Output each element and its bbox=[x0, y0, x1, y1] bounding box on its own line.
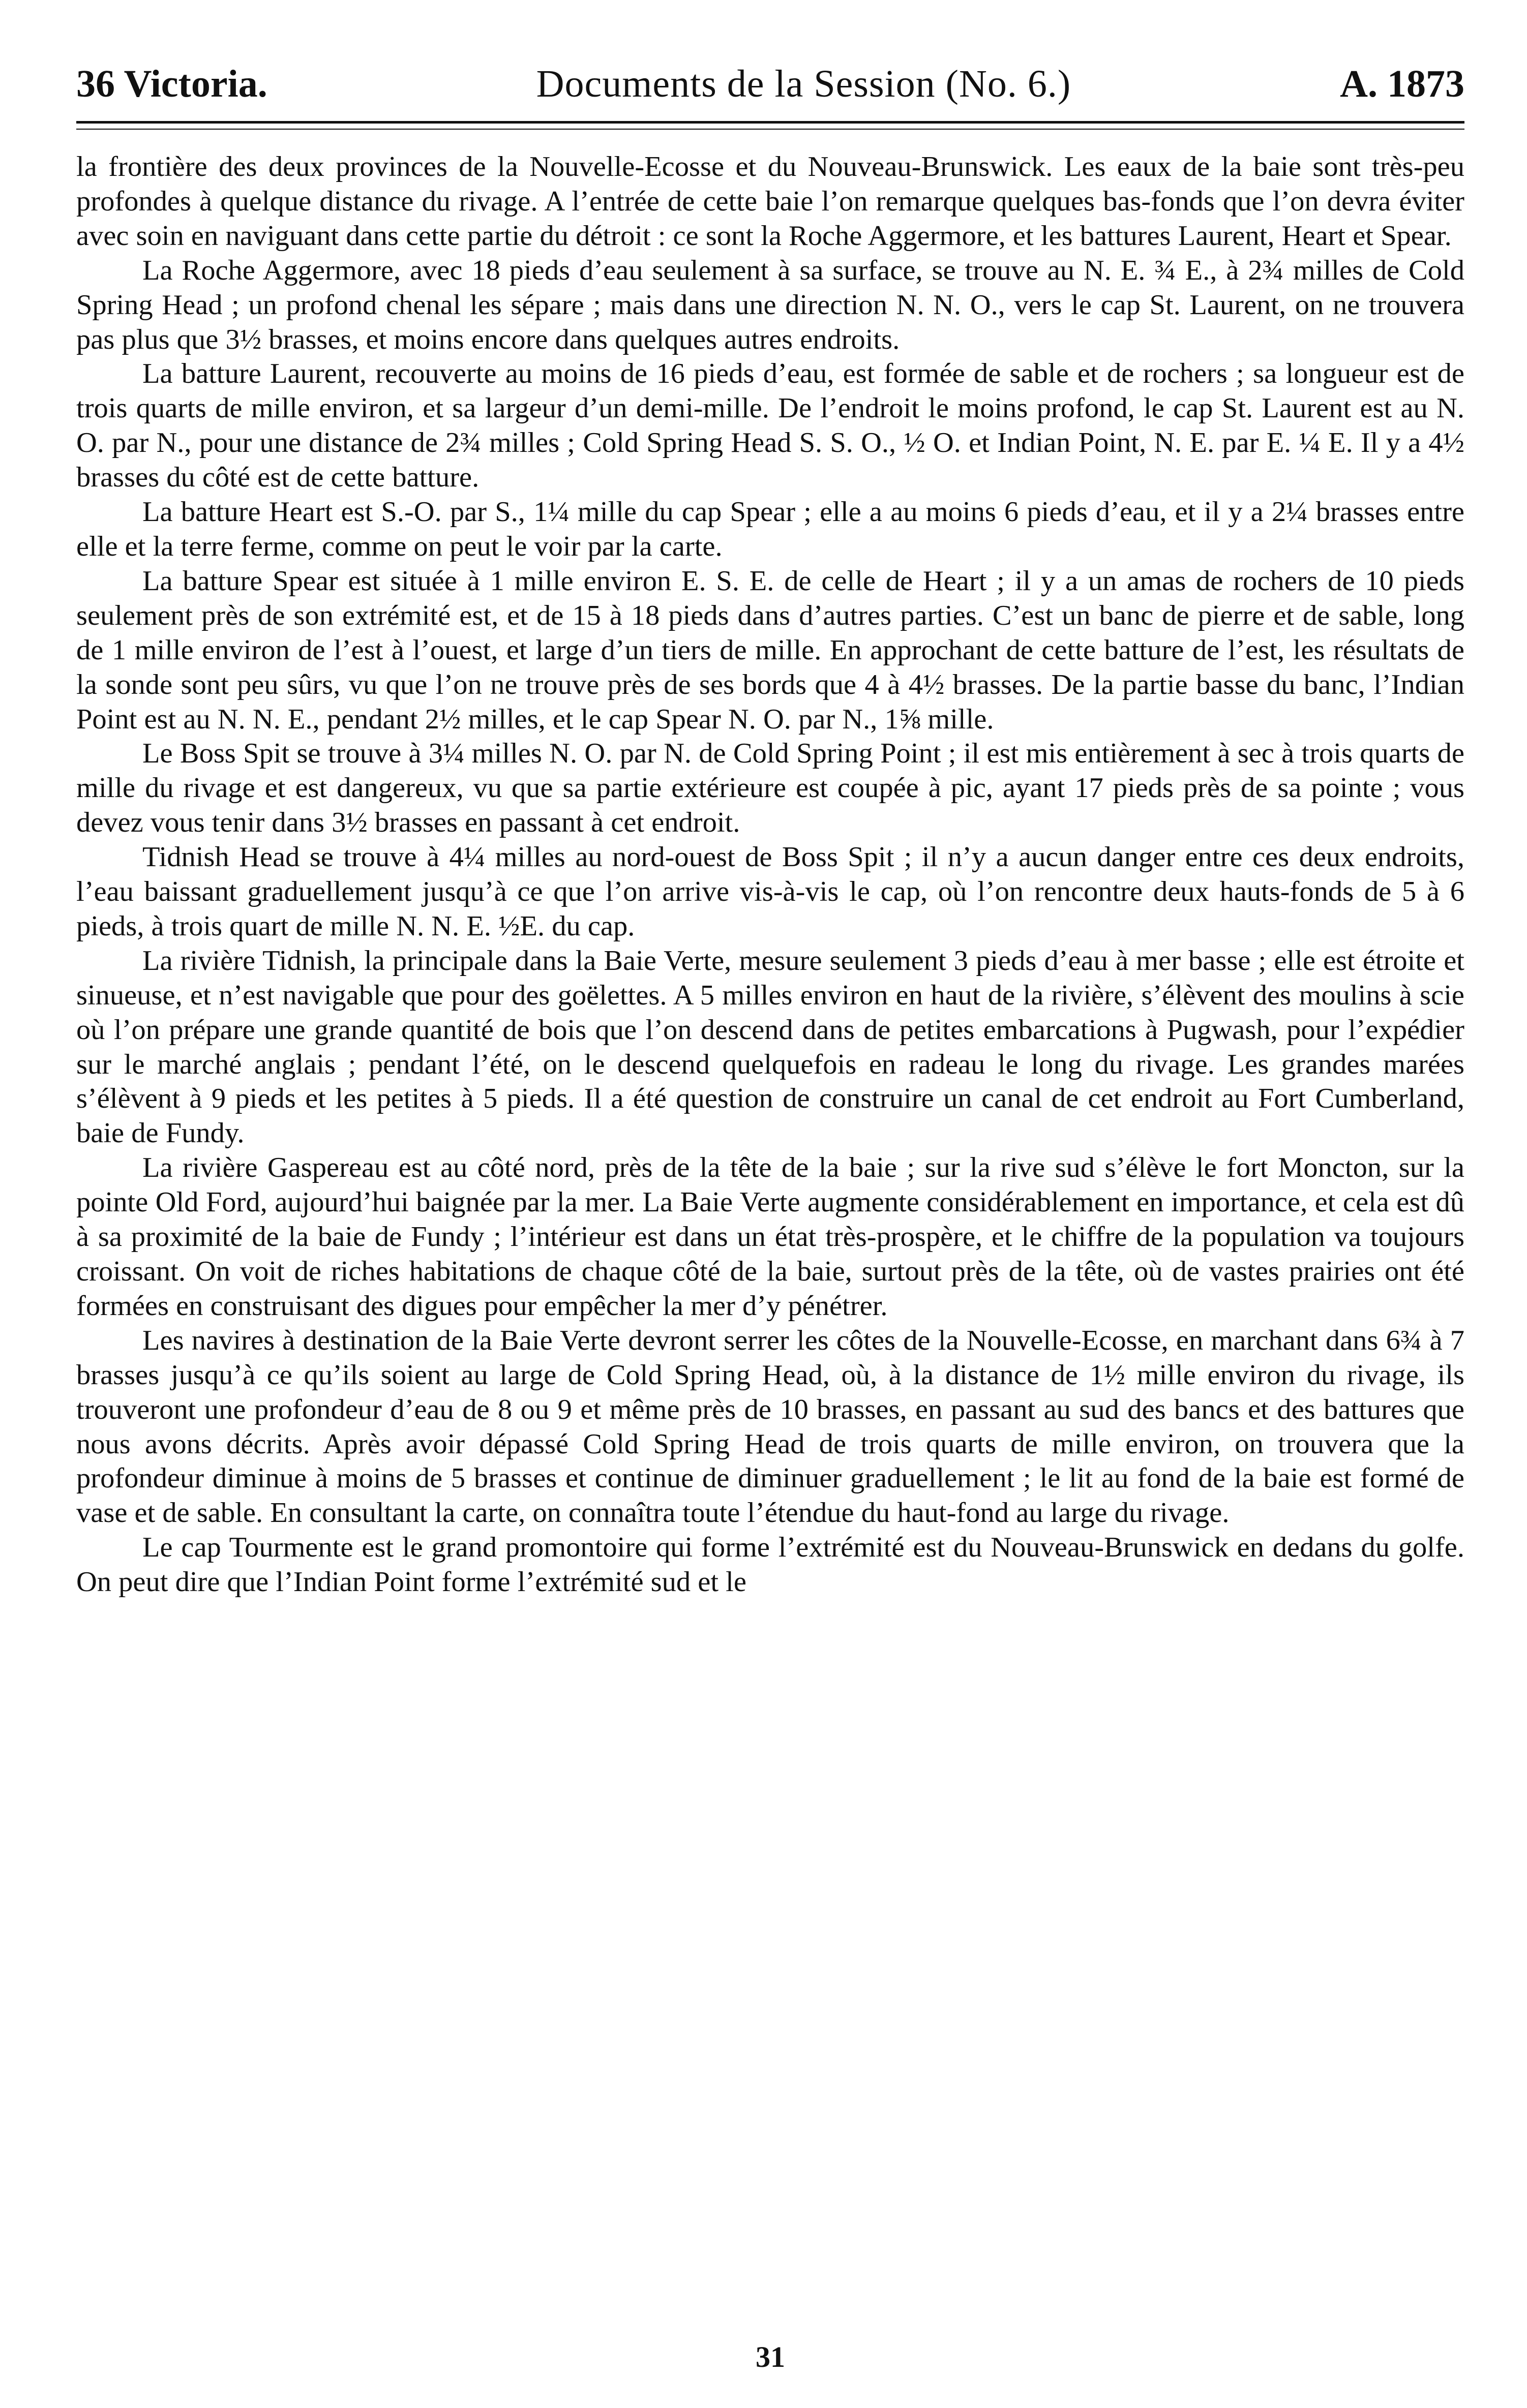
document-page bbox=[76, 56, 1464, 2374]
header-rule bbox=[76, 121, 1464, 124]
header-year: A. 1873 bbox=[1340, 63, 1464, 105]
paragraph: Tidnish Head se trouve à 4¼ milles au nord-ouest de Boss Spit ; il n’y a aucun danger entre ces deux endroits, l’eau baissant graduellement jusqu’à ce que l’on arrive vis-à-vis le cap, où l’on rencontre deux hauts-fonds de 5 à 6 pieds, à trois quart de mille N. N. E. ½E. du cap. bbox=[76, 841, 1464, 942]
paragraph: La rivière Gaspereau est au côté nord, près de la tête de la baie ; sur la rive sud s’élève le fort Moncton, sur la pointe Old Ford, aujourd’hui baignée par la mer. La Baie Verte augmente considérablement en importance, et cela est dû à sa proximité de la baie de Fundy ; l’intérieur est dans un état très-prospère, et le chiffre de la population va toujours croissant. On voit de riches habitations de chaque côté de la baie, surtout près de la tête, où de vastes prairies ont été formées en construisant des digues pour empêcher la mer d’y pénétrer. bbox=[76, 1152, 1464, 1322]
running-header bbox=[76, 56, 1464, 112]
paragraph: la frontière des deux provinces de la Nouvelle-Ecosse et du Nouveau-Brunswick. Les eaux de la baie sont très-peu profondes à quelque distance du rivage. A l’entrée de cette baie l’on remarque quelques bas-fonds que l’on devra éviter avec soin en naviguant dans cette partie du détroit : ce sont la Roche Aggermore, et les battures Laurent, Heart et Spear. bbox=[76, 151, 1464, 252]
paragraph: La batture Heart est S.-O. par S., 1¼ mille du cap Spear ; elle a au moins 6 pieds d’eau, et il y a 2¼ brasses entre elle et la terre ferme, comme on peut le voir par la carte. bbox=[76, 496, 1464, 562]
paragraph: La rivière Tidnish, la principale dans la Baie Verte, mesure seulement 3 pieds d’eau à mer basse ; elle est étroite et sinueuse, et n’est navigable que pour des goëlettes. A 5 milles environ en haut de la rivière, s’élèvent des moulins à scie où l’on prépare une grande quantité de bois que l’on descend dans de petites embarcations à Pugwash, pour l’expédier sur le marché anglais ; pendant l’été, on le descend quelquefois en radeau le long du rivage. Les grandes marées s’élèvent à 9 pieds et les petites à 5 pieds. Il a été question de construire un canal de cet endroit au Fort Cumberland, baie de Fundy. bbox=[76, 944, 1464, 1149]
paragraph: Le Boss Spit se trouve à 3¼ milles N. O. par N. de Cold Spring Point ; il est mis entièrement à sec à trois quarts de mille du rivage et est dangereux, vu que sa partie extérieure est coupée à pic, ayant 17 pieds près de sa pointe ; vous devez vous tenir dans 3½ brasses en passant à cet endroit. bbox=[76, 738, 1464, 839]
header-volume: 36 Victoria. bbox=[76, 63, 267, 105]
paragraph: La batture Spear est située à 1 mille environ E. S. E. de celle de Heart ; il y a un amas de rochers de 10 pieds seulement près de son extrémité est, et de 15 à 18 pieds dans d’autres parties. C’est un banc de pierre et de sable, long de 1 mille environ de l’est à l’ouest, et large d’un tiers de mille. En approchant de cette batture de l’est, les résultats de la sonde sont peu sûrs, vu que l’on ne trouve près de ses bords que 4 à 4½ brasses. De la partie basse du banc, l’Indian Point est au N. N. E., pendant 2½ milles, et le cap Spear N. O. par N., 1⅝ mille. bbox=[76, 565, 1464, 735]
paragraph: La Roche Aggermore, avec 18 pieds d’eau seulement à sa surface, se trouve au N. E. ¾ E., à 2¾ milles de Cold Spring Head ; un profond chenal les sépare ; mais dans une direction N. N. O., vers le cap St. Laurent, on ne trouvera pas plus que 3½ brasses, et moins encore dans quelques autres endroits. bbox=[76, 254, 1464, 355]
page-number: 31 bbox=[756, 2340, 785, 2373]
header-rule-thin bbox=[76, 129, 1464, 130]
paragraph: Les navires à destination de la Baie Verte devront serrer les côtes de la Nouvelle-Ecosse, en marchant dans 6¾ à 7 brasses jusqu’à ce qu’ils soient au large de Cold Spring Head, où, à la distance de 1½ mille environ du rivage, ils trouveront une profondeur d’eau de 8 ou 9 et même près de 10 brasses, en passant au sud des bancs et des battures que nous avons décrits. Après avoir dépassé Cold Spring Head de trois quarts de mille environ, on trouvera que la profondeur diminue à moins de 5 brasses et continue de diminuer graduellement ; le lit au fond de la baie est formé de vase et de sable. En consultant la carte, on connaîtra toute l’étendue du haut-fond au large du rivage. bbox=[76, 1324, 1464, 1529]
paragraph: Le cap Tourmente est le grand promontoire qui forme l’extrémité est du Nouveau-Brunswick en dedans du golfe. On peut dire que l’Indian Point forme l’extrémité sud et le bbox=[76, 1532, 1464, 1598]
header-title: Documents de la Session (No. 6.) bbox=[536, 63, 1071, 105]
body-text bbox=[76, 150, 1464, 1600]
paragraph: La batture Laurent, recouverte au moins de 16 pieds d’eau, est formée de sable et de rochers ; sa longueur est de trois quarts de mille environ, et sa largeur d’un demi-mille. De l’endroit le moins profond, le cap St. Laurent est au N. O. par N., pour une distance de 2¾ milles ; Cold Spring Head S. S. O., ½ O. et Indian Point, N. E. par E. ¼ E. Il y a 4½ brasses du côté est de cette batture. bbox=[76, 358, 1464, 494]
